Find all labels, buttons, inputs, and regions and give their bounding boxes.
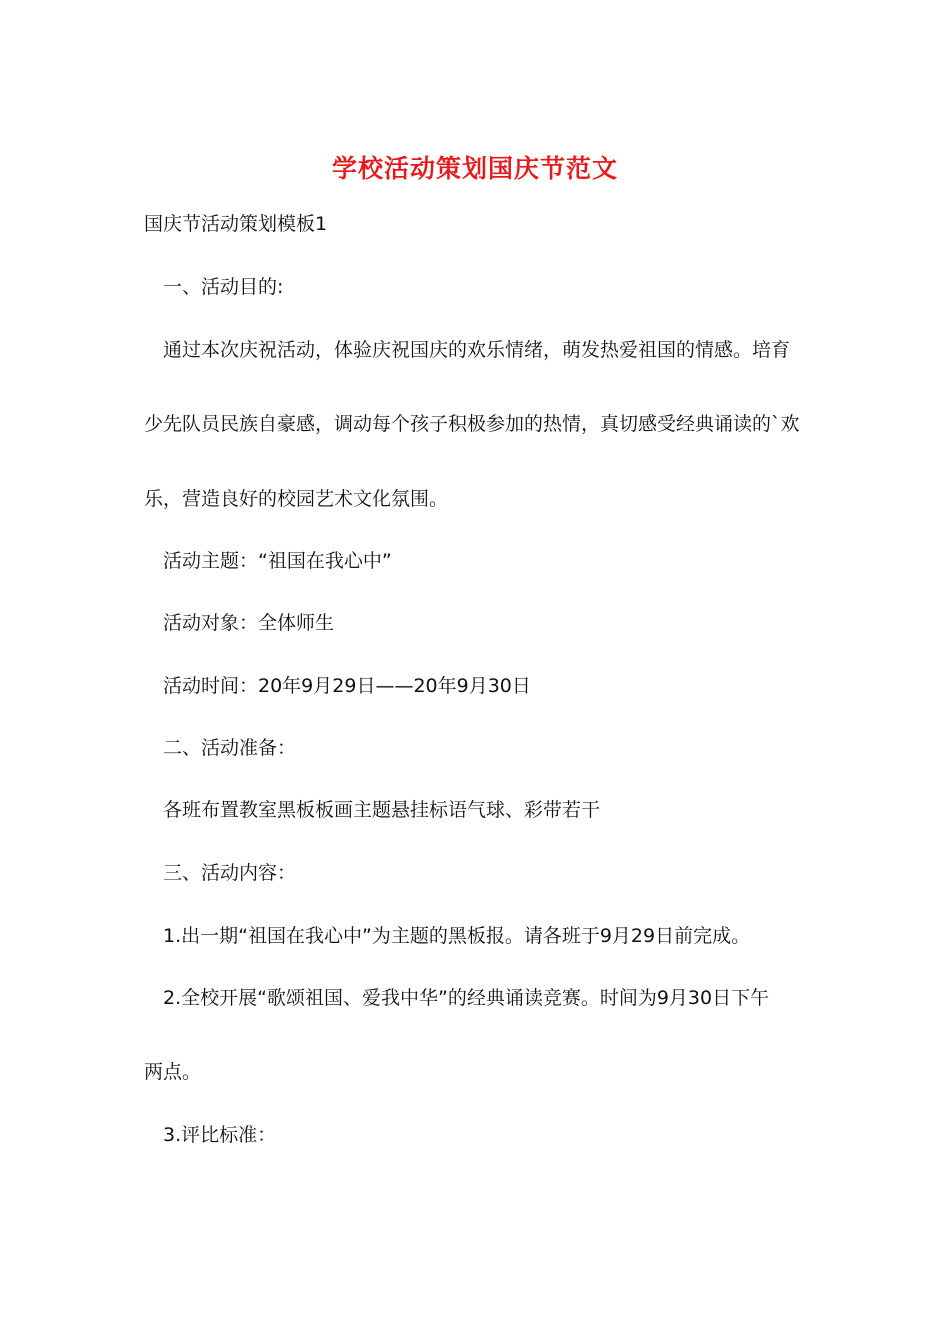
paragraph-line: 少先队员民族自豪感，调动每个孩子积极参加的热情，真切感受经典诵读的`欢	[144, 413, 800, 435]
content-item-1: 1.出一期“祖国在我心中”为主题的黑板报。请各班于9月29日前完成。	[163, 925, 751, 947]
heading-purpose: 一、活动目的:	[163, 276, 284, 298]
activity-theme: 活动主题：“祖国在我心中”	[163, 550, 392, 572]
document-title: 学校活动策划国庆节范文	[331, 154, 618, 183]
heading-content: 三、活动内容：	[163, 862, 297, 884]
paragraph-line: 乐，营造良好的校园艺术文化氛围。	[144, 488, 449, 510]
section-heading-template: 国庆节活动策划模板1	[144, 213, 328, 235]
content-item-3: 3.评比标准：	[163, 1124, 277, 1146]
content-item-2: 2.全校开展“歌颂祖国、爱我中华”的经典诵读竞赛。时间为9月30日下午	[163, 987, 770, 1009]
paragraph-line: 通过本次庆祝活动，体验庆祝国庆的欢乐情绪，萌发热爱祖国的情感。培育	[163, 339, 791, 361]
activity-time: 活动时间：20年9月29日——20年9月30日	[163, 675, 531, 697]
preparation-text: 各班布置教室黑板板画主题悬挂标语气球、彩带若干	[163, 799, 601, 821]
content-item-2-continued: 两点。	[144, 1061, 202, 1083]
activity-audience: 活动对象：全体师生	[163, 612, 335, 634]
heading-preparation: 二、活动准备：	[163, 737, 297, 759]
